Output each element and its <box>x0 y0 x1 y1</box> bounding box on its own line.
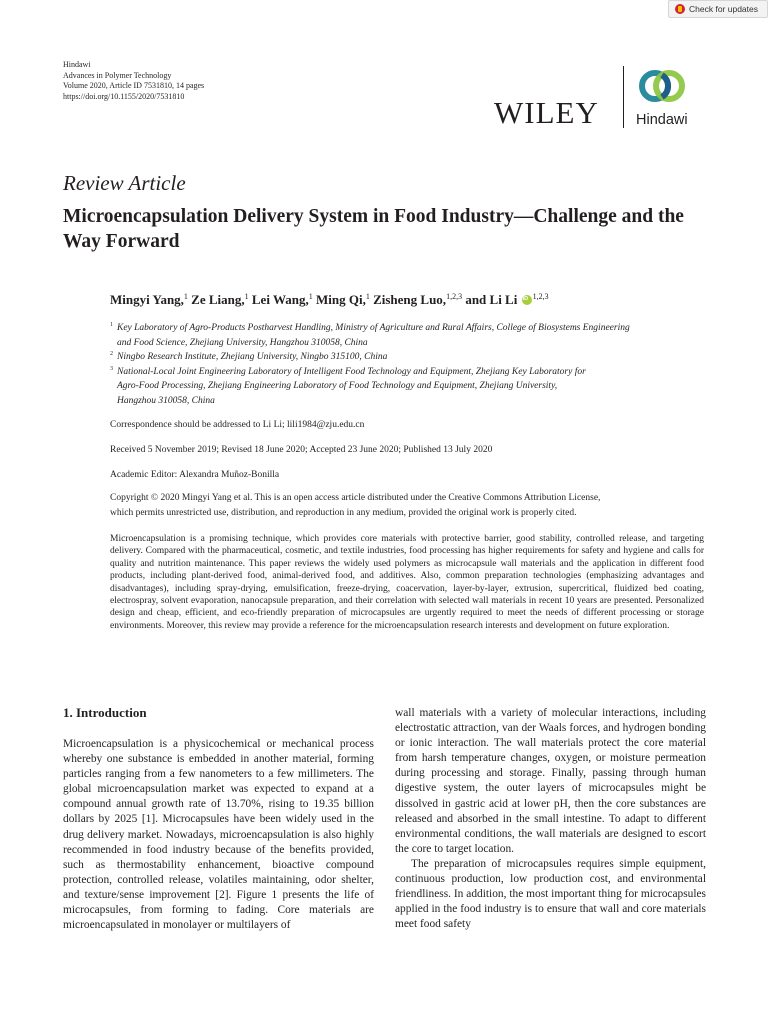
crossmark-icon <box>675 4 685 14</box>
copyright-line: Copyright © 2020 Mingyi Yang et al. This is an open access article distributed under the Creative Commons Attribution License, <box>110 493 601 503</box>
doi-link[interactable]: https://doi.org/10.1155/2020/7531810 <box>63 91 185 101</box>
copyright-notice <box>110 491 710 520</box>
body-column-left <box>63 737 374 933</box>
affiliation-line: Ningbo Research Institute, Zhejiang University, Ningbo 315100, China <box>117 352 388 363</box>
publication-dates: Received 5 November 2019; Revised 18 June 2020; Accepted 23 June 2020; Published 13 July 2020 <box>110 445 493 455</box>
affiliation-number: 3 <box>110 365 113 372</box>
article-title: Microencapsulation Delivery System in Food Industry—Challenge and the Way Forward <box>63 206 684 252</box>
correspondence-note: Correspondence should be addressed to Li Li; lili1984@zju.edu.cn <box>110 420 365 430</box>
body-column-right <box>395 706 706 932</box>
affiliation-item <box>110 321 710 350</box>
publisher-name: Hindawi <box>63 60 91 69</box>
affiliation-number: 2 <box>110 351 113 358</box>
author-name[interactable]: Zisheng Luo, <box>373 292 447 307</box>
article-type: Review Article <box>63 171 186 195</box>
wiley-logo: WILEY <box>494 95 599 130</box>
journal-name: Advances in Polymer Technology <box>63 70 172 80</box>
body-paragraph: Microencapsulation is a physicochemical or mechanical process whereby one substance is embedded in another material, forming particles ranging from a few nanometers to a few millimeters. The global microencapsulation market was expected to expand at a compound annual growth rate of 13.70%, rising to 19.35 billion dollars by 2025 [1]. Microcapsules have been widely used in the drug delivery market. Nowadays, microencapsulation is also highly recommended in food industry because of the benefits provided, such as thermostability enhancement, bioactive compound protection, controlled release, volatiles maintaining, odor shelter, and texture/sense improvement [2]. Figure 1 presents the life of microcapsules, from forming to fading. Core materials are microencapsulated in monolayer or multilayers of <box>63 738 374 932</box>
affiliation-number: 1 <box>110 322 113 328</box>
affiliation-line: Key Laboratory of Agro-Products Postharvest Handling, Ministry of Agriculture and Rural Affairs, College of Biosystems Engineering <box>117 323 630 333</box>
body-paragraph: wall materials with a variety of molecular interactions, including electrostatic attraction, van der Waals forces, and hydrogen bonding or ionic interaction. The wall materials protect the core material from harsh temperature changes, oxygen, or moisture permeation during processing and storage. Finally, passing through human digestive system, the outer layers of microcapsules might be dissolved in gastric acid at lower pH, then the core substances are released and absorbed in the small intestine. To adapt to different environmental conditions, the wall materials are designed to escort the core to target location. <box>395 707 706 855</box>
author-affil-sup: 1 <box>183 292 188 301</box>
affiliation-item <box>110 365 710 409</box>
affiliations <box>110 321 710 409</box>
hindawi-wordmark: Hindawi <box>636 112 688 128</box>
author-affil-sup: 1,2,3 <box>532 292 549 301</box>
body-paragraph: The preparation of microcapsules requires simple equipment, continuous production, low production cost, and environmental friendliness. In addition, the most important thing for microcapsules applied in the food industry is to ensure that wall and core materials meet food safety <box>395 857 706 931</box>
affiliation-line: Agro-Food Processing, Zhejiang Engineering Laboratory of Food Technology and Equipment, Zhejiang University, <box>117 381 558 392</box>
author-affil-sup: 1,2,3 <box>446 292 463 301</box>
affiliation-item <box>110 350 710 365</box>
hindawi-logo-icon <box>637 64 687 112</box>
author-name[interactable]: Mingyi Yang, <box>110 292 184 307</box>
author-affil-sup: 1 <box>365 292 370 301</box>
author-name[interactable]: Ze Liang, <box>191 292 245 307</box>
affiliation-line: National-Local Joint Engineering Laboratory of Intelligent Food Technology and Equipment, Zhejiang Key Laboratory for <box>117 366 586 377</box>
check-for-updates-button[interactable] <box>668 0 768 18</box>
volume-line: Volume 2020, Article ID 7531810, 14 pages <box>63 81 205 90</box>
author-name[interactable]: Ming Qi, <box>315 292 366 307</box>
logo-divider <box>623 66 624 128</box>
author-name[interactable]: and Li Li <box>465 292 518 307</box>
copyright-line: which permits unrestricted use, distribution, and reproduction in any medium, provided the original work is properly cited. <box>110 507 577 518</box>
abstract: Microencapsulation is a promising technique, which provides core materials with protective barrier, good stability, controlled release, and targeting delivery. Compared with the pharmaceutical, cosmetic, and textile industries, food processing has higher requirements for safety and hygiene and calls for quality and nutrition maintenance. This paper reviews the widely used polymers as microcapsule wall materials and the application in different food products, including plant-derived food, animal-derived food, and additives. Also, common preparation technologies (emphasizing advantages and disadvantages), including spray-drying, emulsification, freeze-drying, coacervation, layer-by-layer, extrusion, supercritical, fluidized bed coating, electrospray, solvent evaporation, nanocapsule preparation, and their correlation with selected wall materials in recent 10 years are presented. Personalized design and cheap, efficient, and eco-friendly preparation of microcapsules are urgently required to meet the needs of different processing or storage environments. Moreover, this review may provide a reference for the microencapsulation research interests and development on future exploration. <box>110 534 704 631</box>
author-name[interactable]: Lei Wang, <box>251 292 309 307</box>
section-heading: 1. Introduction <box>63 705 147 720</box>
author-affil-sup: 1 <box>244 292 249 301</box>
affiliation-line: and Food Science, Zhejiang University, Hangzhou 310058, China <box>117 337 368 348</box>
journal-meta <box>63 60 204 102</box>
orcid-icon[interactable] <box>522 295 532 305</box>
check-for-updates-label: Check for updates <box>689 4 758 14</box>
affiliation-line: Hangzhou 310058, China <box>117 395 215 406</box>
author-affil-sup: 1 <box>308 292 313 301</box>
academic-editor: Academic Editor: Alexandra Muñoz-Bonilla <box>110 470 280 480</box>
author-list <box>110 292 549 308</box>
